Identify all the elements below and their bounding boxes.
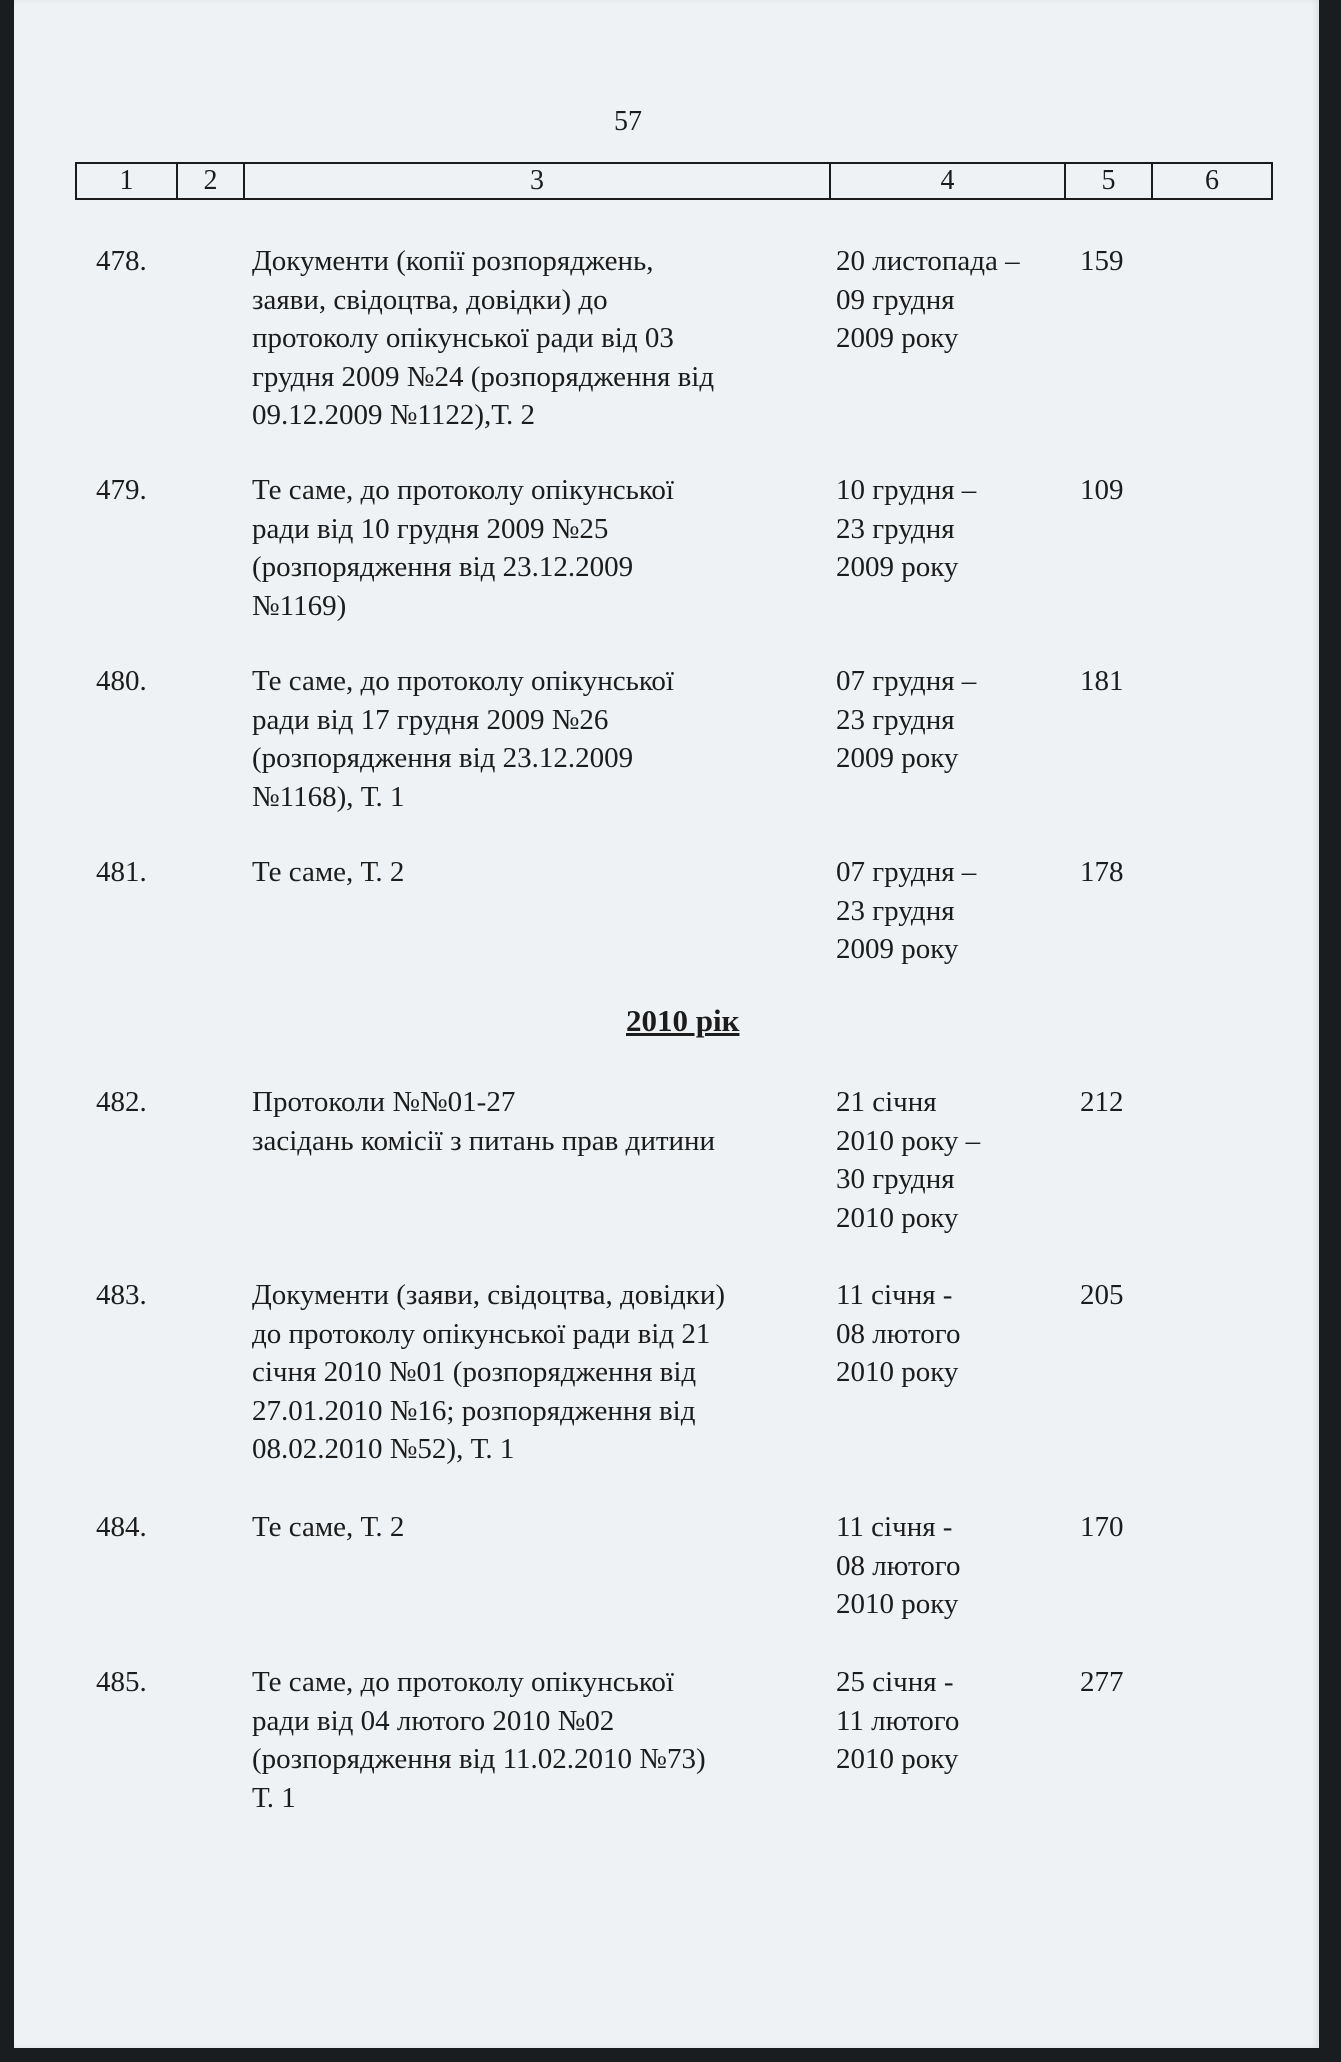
entry-number: 480. — [96, 665, 147, 697]
description-line: Те саме, до протоколу опікунської — [252, 665, 674, 697]
entry-number: 479. — [96, 474, 147, 506]
description-line: засідань комісії з питань прав дитини — [252, 1124, 716, 1157]
description-line: 09.12.2009 №1122),Т. 2 — [252, 399, 536, 431]
date-line: 08 лютого — [836, 1549, 961, 1582]
description-line: ради від 17 грудня 2009 №26 — [252, 703, 609, 736]
description-line: Те саме, Т. 2 — [252, 1511, 405, 1543]
description-line: заяви, свідоцтва, довідки) до — [252, 283, 608, 316]
date-line: 09 грудня — [836, 283, 955, 316]
date-line: 25 січня - — [836, 1666, 954, 1698]
entry-description — [252, 662, 812, 816]
description-line: №1169) — [252, 589, 347, 622]
page-number: 57 — [614, 106, 642, 137]
entry-dates — [836, 1083, 1036, 1237]
column-header-1: 1 — [77, 164, 178, 198]
description-line: протоколу опікунської ради від 03 — [252, 322, 674, 354]
date-line: 11 лютого — [836, 1704, 960, 1737]
date-line: 2009 року — [836, 322, 959, 354]
entry-description — [252, 1276, 812, 1469]
description-line: грудня 2009 №24 (розпорядження від — [252, 360, 715, 393]
entry-description — [252, 1083, 812, 1160]
description-line: Те саме, до протоколу опікунської — [252, 474, 674, 506]
date-line: 23 грудня — [836, 512, 955, 545]
column-header-4: 4 — [831, 164, 1066, 198]
entry-description — [252, 1508, 812, 1547]
entry-number: 482. — [96, 1086, 147, 1118]
entry-sheet-count: 170 — [1080, 1511, 1124, 1543]
entry-dates — [836, 1663, 1036, 1779]
entry-dates — [836, 1276, 1036, 1392]
description-line: (розпорядження від 11.02.2010 №73) — [252, 1743, 706, 1775]
entry-dates — [836, 1508, 1036, 1624]
entry-sheet-count: 212 — [1080, 1086, 1124, 1118]
entry-sheet-count: 159 — [1080, 245, 1124, 277]
description-line: до протоколу опікунської ради від 21 — [252, 1317, 711, 1350]
date-line: 2010 року – — [836, 1124, 981, 1157]
date-line: 21 січня — [836, 1086, 937, 1118]
year-heading: 2010 рік — [626, 1003, 740, 1038]
date-line: 07 грудня – — [836, 665, 977, 697]
entry-dates — [836, 242, 1036, 358]
bleed-through-shadow — [252, 630, 772, 658]
document-page — [14, 0, 1319, 2048]
entry-number: 481. — [96, 856, 147, 888]
entry-dates — [836, 471, 1036, 587]
date-line: 11 січня - — [836, 1279, 953, 1311]
column-header-3: 3 — [245, 164, 831, 198]
column-header-2: 2 — [178, 164, 245, 198]
entry-dates — [836, 853, 1036, 969]
entry-sheet-count: 109 — [1080, 474, 1124, 506]
date-line: 11 січня - — [836, 1511, 953, 1543]
date-line: 2010 року — [836, 1743, 959, 1775]
description-line: 27.01.2010 №16; розпорядження від — [252, 1394, 696, 1427]
column-header-row — [75, 162, 1273, 200]
date-line: 23 грудня — [836, 703, 955, 736]
entry-sheet-count: 277 — [1080, 1666, 1124, 1698]
entry-dates — [836, 662, 1036, 778]
entry-description — [252, 1663, 812, 1817]
date-line: 10 грудня – — [836, 474, 977, 506]
column-header-5: 5 — [1066, 164, 1153, 198]
description-line: Протоколи №№01-27 — [252, 1086, 516, 1118]
entry-sheet-count: 178 — [1080, 856, 1124, 888]
entry-number: 483. — [96, 1279, 147, 1311]
entry-description — [252, 471, 812, 625]
date-line: 08 лютого — [836, 1317, 961, 1350]
description-line: 08.02.2010 №52), Т. 1 — [252, 1433, 515, 1465]
entry-description — [252, 853, 812, 892]
date-line: 2009 року — [836, 551, 959, 583]
date-line: 2010 року — [836, 1588, 959, 1620]
date-line: 2009 року — [836, 933, 959, 965]
description-line: Т. 1 — [252, 1781, 296, 1814]
date-line: 23 грудня — [836, 894, 955, 927]
date-line: 30 грудня — [836, 1163, 955, 1195]
description-line: (розпорядження від 23.12.2009 — [252, 551, 634, 583]
description-line: Те саме, Т. 2 — [252, 856, 405, 888]
description-line: №1168), Т. 1 — [252, 780, 405, 813]
entry-sheet-count: 205 — [1080, 1279, 1124, 1311]
date-line: 07 грудня – — [836, 856, 977, 888]
entry-description — [252, 242, 812, 435]
description-line: січня 2010 №01 (розпорядження від — [252, 1356, 697, 1388]
date-line: 2010 року — [836, 1201, 959, 1234]
entry-number: 485. — [96, 1666, 147, 1698]
description-line: ради від 04 лютого 2010 №02 — [252, 1704, 615, 1737]
date-line: 2010 року — [836, 1356, 959, 1388]
description-line: ради від 10 грудня 2009 №25 — [252, 512, 609, 545]
description-line: Документи (заяви, свідоцтва, довідки) — [252, 1279, 726, 1311]
entry-number: 484. — [96, 1511, 147, 1543]
description-line: Документи (копії розпоряджень, — [252, 245, 654, 277]
entry-number: 478. — [96, 245, 147, 277]
description-line: (розпорядження від 23.12.2009 — [252, 742, 634, 774]
date-line: 20 листопада – — [836, 245, 1020, 277]
description-line: Те саме, до протоколу опікунської — [252, 1666, 674, 1698]
entry-sheet-count: 181 — [1080, 665, 1124, 697]
date-line: 2009 року — [836, 742, 959, 774]
column-header-6: 6 — [1205, 165, 1219, 196]
